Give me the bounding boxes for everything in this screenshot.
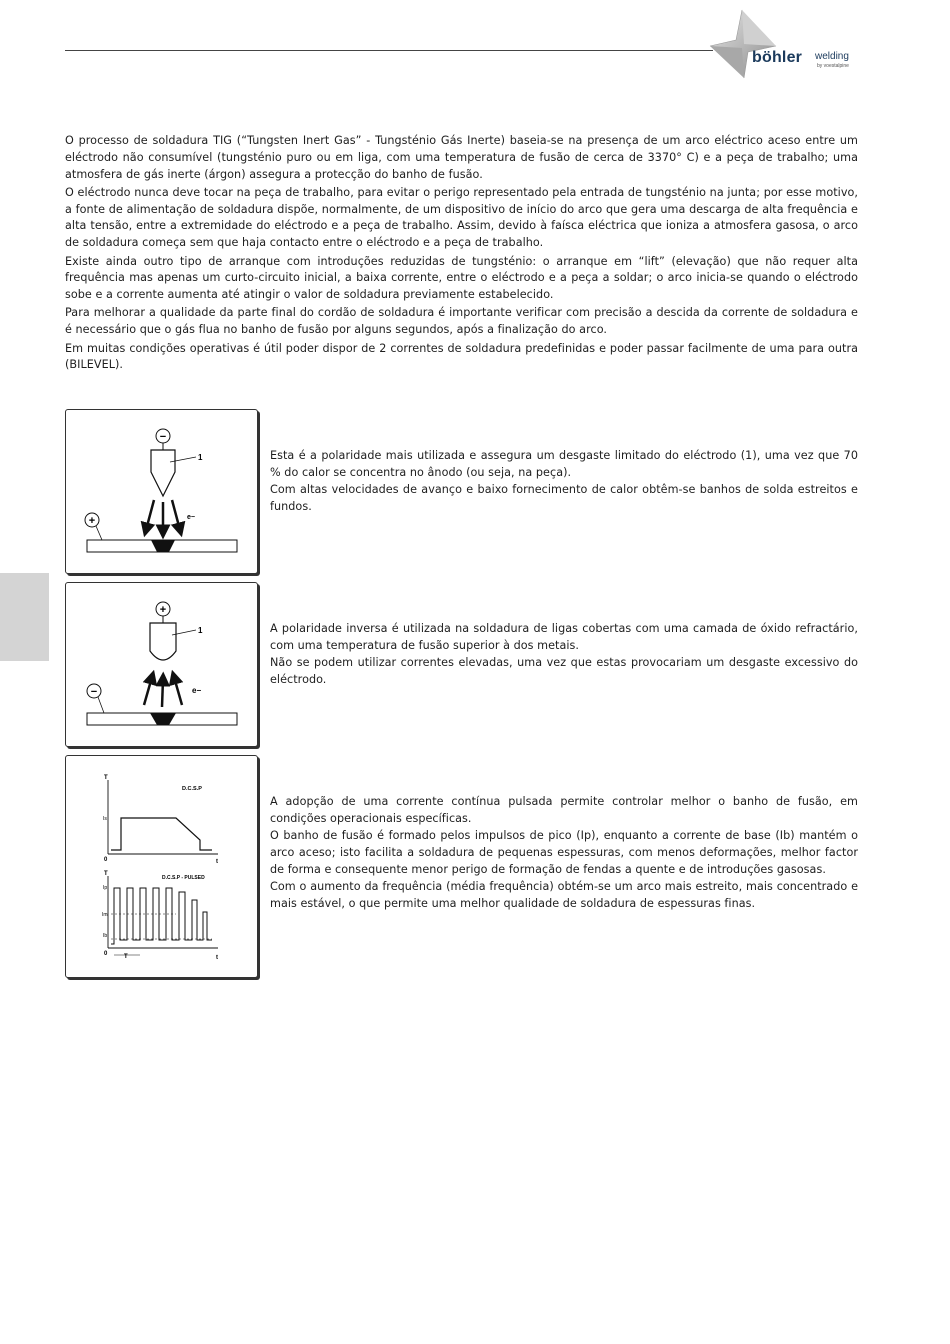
label-ib: Ib	[103, 933, 108, 939]
intro-paragraph: Existe ainda outro tipo de arranque com introduções reduzidas de tungsténio: o arranque em “lift” (elevação) que não requer alta frequência mas apenas um curto-circuito inicial, a baixa corrente, entre o eléctrodo e a peça a soldar; o arco inicia-se quando o eléctrodo sobe e a corrente aumenta até atingir o valor de soldadura previamente estabelecido.	[65, 254, 858, 302]
figure-paragraph: A adopção de uma corrente contínua pulsada permite controlar melhor o banho de fusão, em condições operacionais específicas.	[270, 795, 858, 825]
x-axis-label: t	[216, 859, 218, 865]
electrode-sign: −	[159, 431, 167, 443]
electrode-sign: +	[159, 604, 167, 616]
figure-paragraph: A polaridade inversa é utilizada na soldadura de ligas cobertas com uma camada de óxido refractário, com uma temperatura de fusão superior à dos metais.	[270, 622, 858, 652]
pulsed-current-figure	[65, 755, 258, 978]
y-axis-label: T	[104, 775, 108, 781]
tungsten-electrode	[151, 450, 175, 496]
period-label: T	[124, 954, 128, 960]
origin-label: 0	[104, 857, 108, 863]
work-sign: −	[90, 686, 98, 698]
label-im: Im	[102, 912, 108, 918]
direct-polarity-figure	[65, 409, 258, 574]
pulsed-waveform	[111, 888, 212, 944]
section-side-tab	[0, 573, 49, 661]
brand-sub: welding	[815, 51, 849, 62]
figure-paragraph: Não se podem utilizar correntes elevadas, uma vez que estas provocariam um desgaste excessivo do eléctrodo.	[270, 656, 858, 686]
figure-paragraph: O banho de fusão é formado pelos impulsos de pico (Ip), enquanto a corrente de base (Ib) mantém o arco aceso; isto facilita a soldadura de pequenas espessuras, com menos deformações, melhor factor de forma e consequente menor perigo de formação de fendas a quente e de introduções gasosas.	[270, 829, 858, 876]
intro-paragraph: O eléctrodo nunca deve tocar na peça de trabalho, para evitar o perigo representado pela entrada de tungsténio na junta; por esse motivo, a fonte de alimentação de soldadura dispõe, normalmente, de um dispositivo de início do arco que gera uma descarga de alta frequência e alta tensão, entre a extremidade do eléctrodo e a peça de trabalho. Assim, devido à faísca eléctrica que ioniza a atmosfera gasosa, o arco de soldadura começa sem que haja contacto entre o eléctrodo e a peça de trabalho.	[65, 185, 858, 250]
electrode-callout: 1	[198, 453, 203, 462]
electron-label: e−	[192, 686, 202, 695]
brand-main: böhler	[752, 49, 803, 66]
intro-paragraph: Para melhorar a qualidade da parte final do cordão de soldadura é importante verificar com precisão a descida da corrente de soldadura e é necessário que o gás flua no banho de fusão por alguns segundos, após a finalização do arco.	[65, 306, 858, 337]
figure-paragraph: Com altas velocidades de avanço e baixo fornecimento de calor obtêm-se banhos de solda estreitos e fundos.	[270, 483, 858, 513]
electrode-callout: 1	[198, 626, 203, 635]
bottom-graph-title: D.C.S.P - PULSED	[162, 875, 205, 881]
label-is: Is	[103, 816, 107, 822]
y-axis-label-2: T	[104, 871, 108, 877]
work-sign: +	[88, 515, 96, 527]
intro-paragraph: O processo de soldadura TIG (“Tungsten Inert Gas” - Tungsténio Gás Inerte) baseia-se na presença de um arco eléctrico aceso entre um eléctrodo não consumível (tungsténio puro ou em liga, com uma temperatura de fusão de cerca de 3370° C) e a peça de trabalho; uma atmosfera de gás inerte (árgon) assegura a protecção do banho de fusão.	[65, 134, 858, 181]
figure-paragraph: Com o aumento da frequência (média frequência) obtém-se um arco mais estreito, mais concentrado e mais estável, o que permite uma melhor qualidade de soldadura de espessuras finas.	[270, 880, 858, 910]
pulsed-current-text	[270, 793, 858, 912]
direct-polarity-text	[270, 447, 858, 515]
intro-paragraph: Em muitas condições operativas é útil poder dispor de 2 correntes de soldadura predefinidas e poder passar facilmente de uma para outra (BILEVEL).	[65, 341, 858, 372]
dcsp-waveform	[111, 818, 212, 850]
brand-tagline: by voestalpine	[817, 63, 849, 69]
reverse-polarity-figure	[65, 582, 258, 747]
figure-paragraph: Esta é a polaridade mais utilizada e assegura um desgaste limitado do eléctrodo (1), uma vez que 70 % do calor se concentra no ânodo (ou seja, na peça).	[270, 449, 858, 479]
origin-label-2: 0	[104, 951, 108, 957]
label-ip: Ip	[103, 885, 108, 891]
top-graph-title: D.C.S.P	[182, 786, 202, 792]
reverse-polarity-text	[270, 620, 858, 688]
tungsten-electrode	[150, 623, 176, 660]
x-axis-label-2: t	[216, 955, 218, 961]
electron-label: e−	[187, 514, 195, 521]
header-rule	[65, 50, 713, 51]
bohler-welding-logo	[708, 8, 868, 80]
intro-text	[65, 133, 858, 376]
